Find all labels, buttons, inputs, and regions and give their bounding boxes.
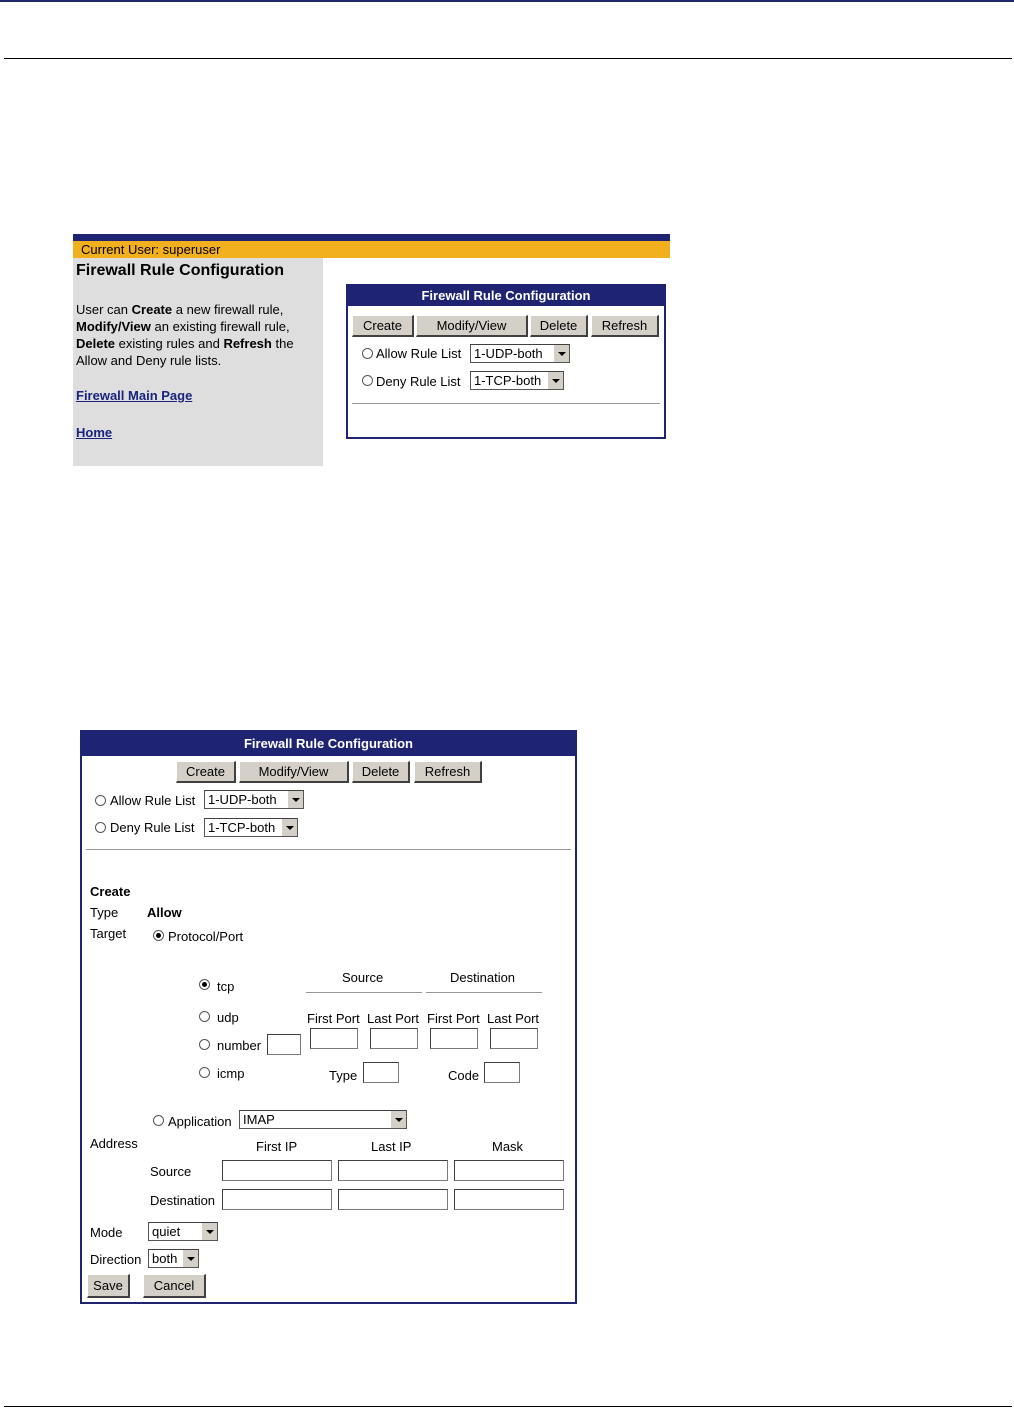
modify-view-button[interactable]: Modify/View — [416, 315, 528, 337]
source-mask-input[interactable] — [454, 1160, 564, 1181]
modify-view-button[interactable]: Modify/View — [239, 761, 349, 783]
refresh-button[interactable]: Refresh — [591, 315, 659, 337]
source-first-port-label: First Port — [307, 1011, 360, 1026]
dest-last-port-input[interactable] — [490, 1028, 538, 1049]
destination-mask-input[interactable] — [454, 1189, 564, 1210]
application-radio[interactable] — [153, 1115, 164, 1126]
icmp-code-input[interactable] — [484, 1062, 520, 1083]
firewall-main-page-link[interactable]: Firewall Main Page — [76, 388, 193, 403]
current-user-bar — [73, 241, 670, 258]
icmp-type-label: Type — [329, 1068, 358, 1083]
chevron-down-icon — [201, 1223, 217, 1240]
home-link[interactable]: Home — [76, 425, 113, 440]
protocol-port-label: Protocol/Port — [168, 929, 244, 944]
left-pane-title: Firewall Rule Configuration — [76, 262, 285, 279]
number-label: number — [217, 1038, 262, 1053]
udp-radio[interactable] — [199, 1011, 210, 1022]
icmp-code-label: Code — [448, 1068, 480, 1083]
direction-select[interactable]: both — [148, 1249, 199, 1268]
page-top-rule — [0, 0, 1014, 2]
type-label: Type — [90, 905, 119, 920]
section-heading-create: Create — [90, 884, 131, 899]
source-last-port-input[interactable] — [370, 1028, 418, 1049]
destination-header-line — [426, 992, 542, 993]
current-user-text: Current User: superuser — [81, 242, 221, 257]
source-header-line — [306, 992, 422, 993]
source-first-port-input[interactable] — [310, 1028, 358, 1049]
source-port-header: Source — [342, 970, 384, 985]
direction-label: Direction — [90, 1252, 142, 1267]
allow-rule-list-label: Allow Rule List — [376, 346, 462, 361]
create-button[interactable]: Create — [176, 761, 236, 783]
dest-first-port-label: First Port — [427, 1011, 480, 1026]
udp-label: udp — [217, 1010, 239, 1025]
allow-rule-list-label: Allow Rule List — [110, 793, 196, 808]
deny-rule-list-radio[interactable] — [95, 822, 106, 833]
address-source-label: Source — [150, 1164, 192, 1179]
allow-rule-list-select[interactable]: 1-UDP-both — [204, 790, 304, 809]
chevron-down-icon — [547, 372, 563, 389]
dest-last-port-label: Last Port — [487, 1011, 540, 1026]
cancel-button[interactable]: Cancel — [143, 1274, 206, 1298]
chevron-down-icon — [287, 791, 303, 808]
firewall-config-panel-1 — [346, 284, 666, 439]
source-last-ip-input[interactable] — [338, 1160, 448, 1181]
source-last-port-label: Last Port — [367, 1011, 420, 1026]
deny-rule-list-label: Deny Rule List — [110, 820, 195, 835]
create-button[interactable]: Create — [352, 315, 414, 337]
destination-first-ip-input[interactable] — [222, 1189, 332, 1210]
destination-port-header: Destination — [450, 970, 516, 985]
allow-rule-list-radio[interactable] — [362, 348, 373, 359]
icmp-label: icmp — [217, 1066, 245, 1081]
page-header-rule — [4, 58, 1012, 59]
firewall-config-panel-2 — [80, 730, 577, 1304]
divider — [352, 403, 660, 404]
delete-button[interactable]: Delete — [352, 761, 410, 783]
chevron-down-icon — [553, 345, 569, 362]
address-destination-label: Destination — [150, 1193, 216, 1208]
save-button[interactable]: Save — [87, 1274, 130, 1298]
allow-rule-list-radio[interactable] — [95, 795, 106, 806]
type-value: Allow — [147, 905, 182, 920]
number-radio[interactable] — [199, 1039, 210, 1050]
mode-label: Mode — [90, 1225, 123, 1240]
refresh-button[interactable]: Refresh — [414, 761, 482, 783]
panel-title: Firewall Rule Configuration — [82, 732, 575, 756]
delete-button[interactable]: Delete — [530, 315, 588, 337]
mode-select[interactable]: quiet — [148, 1222, 218, 1241]
deny-rule-list-radio[interactable] — [362, 375, 373, 386]
icmp-radio[interactable] — [199, 1067, 210, 1078]
left-pane-description: User can Create a new firewall rule, Modify/View an existing firewall rule, Delete existing rules and Refresh the Allow and Deny rule lists. — [76, 302, 294, 368]
deny-rule-list-select[interactable]: 1-TCP-both — [204, 818, 298, 837]
deny-rule-list-label: Deny Rule List — [376, 374, 461, 389]
address-label: Address — [90, 1136, 138, 1151]
application-label: Application — [168, 1114, 232, 1129]
icmp-type-input[interactable] — [363, 1062, 399, 1083]
protocol-port-radio[interactable] — [153, 930, 164, 941]
tcp-radio[interactable] — [199, 979, 210, 990]
page-footer-rule — [4, 1406, 1012, 1407]
dest-first-port-input[interactable] — [430, 1028, 478, 1049]
chevron-down-icon — [182, 1250, 198, 1267]
tcp-label: tcp — [217, 979, 235, 994]
protocol-number-input[interactable] — [267, 1034, 301, 1055]
allow-rule-list-select[interactable]: 1-UDP-both — [470, 344, 570, 363]
target-label: Target — [90, 926, 127, 941]
top-banner — [73, 234, 670, 241]
deny-rule-list-select[interactable]: 1-TCP-both — [470, 371, 564, 390]
application-select[interactable]: IMAP — [239, 1110, 407, 1129]
mask-header: Mask — [492, 1139, 524, 1154]
panel-title: Firewall Rule Configuration — [348, 286, 664, 306]
divider — [86, 849, 571, 850]
left-info-pane — [73, 258, 323, 466]
destination-last-ip-input[interactable] — [338, 1189, 448, 1210]
source-first-ip-input[interactable] — [222, 1160, 332, 1181]
first-ip-header: First IP — [256, 1139, 298, 1154]
last-ip-header: Last IP — [371, 1139, 412, 1154]
chevron-down-icon — [390, 1111, 406, 1128]
chevron-down-icon — [281, 819, 297, 836]
